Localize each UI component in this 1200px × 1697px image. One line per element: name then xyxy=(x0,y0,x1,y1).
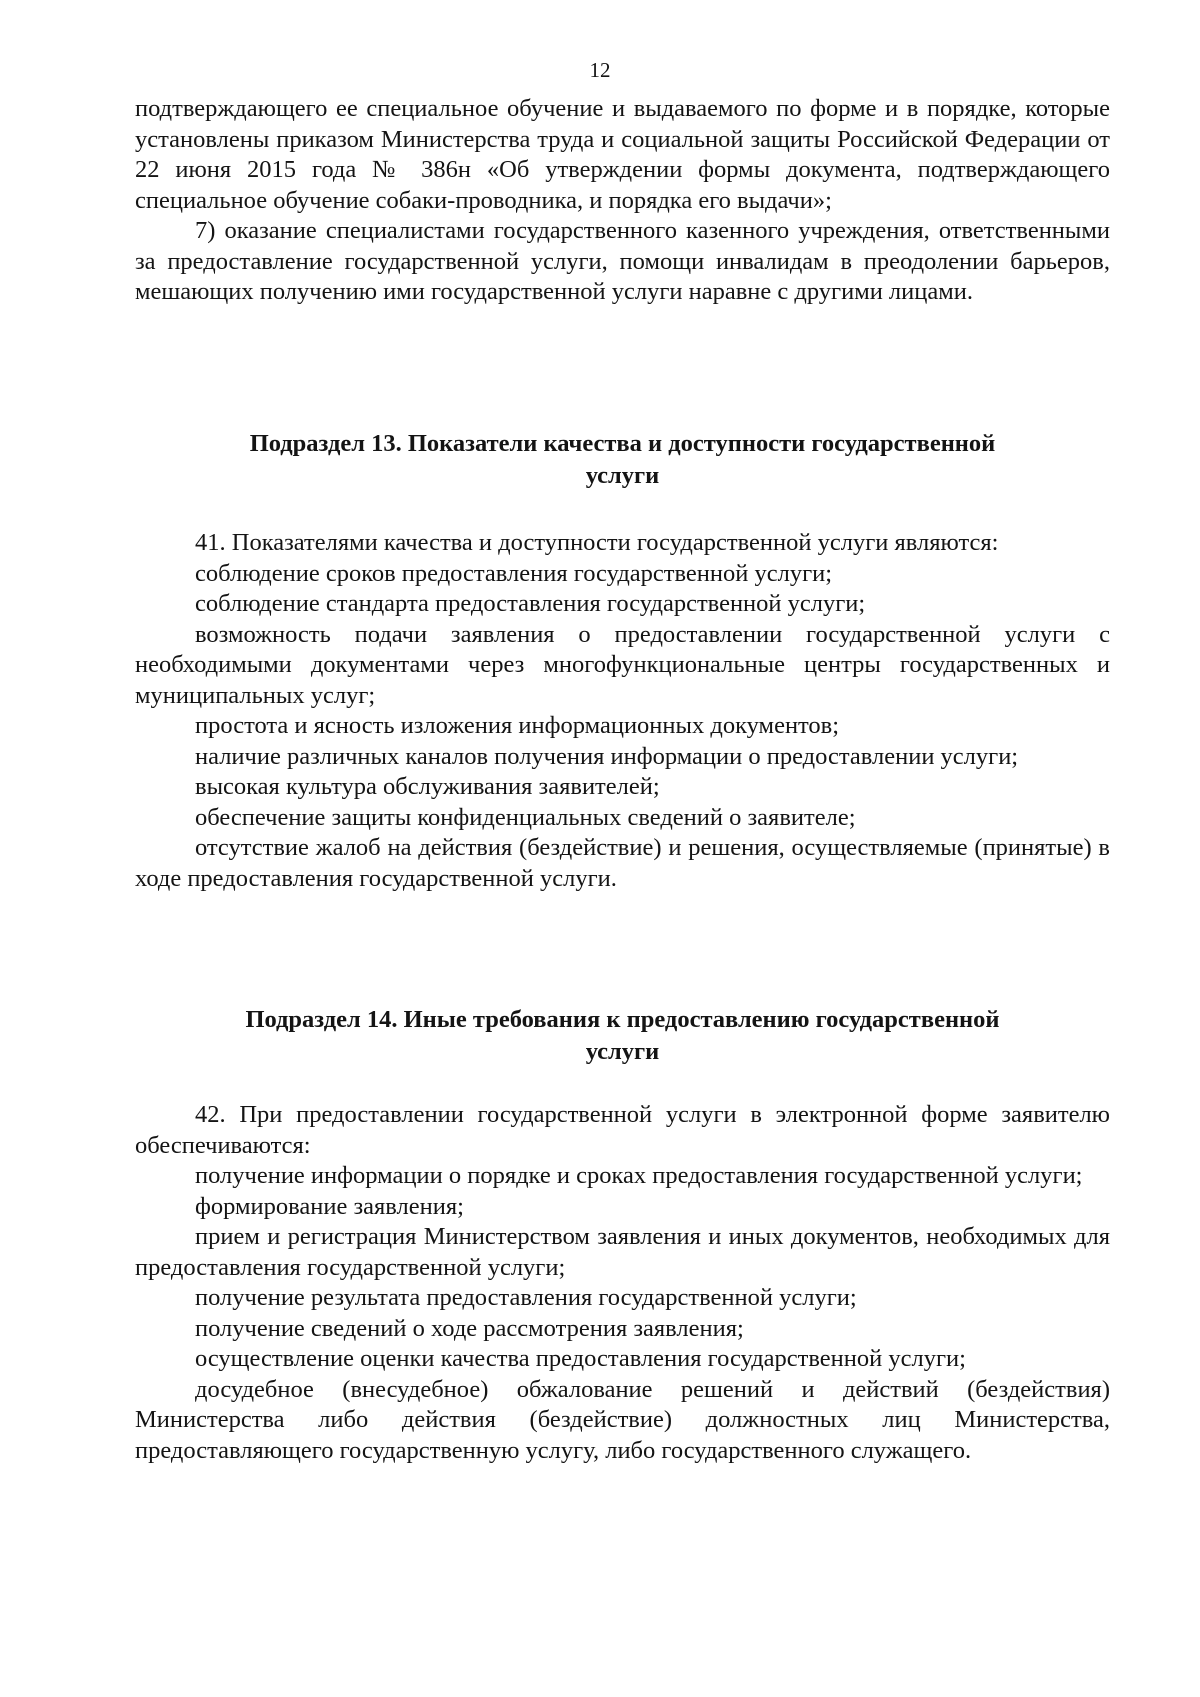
list-item: получение результата предоставления государственной услуги; xyxy=(195,1284,857,1311)
heading-line: Подраздел 13. Показатели качества и доступности государственной xyxy=(249,430,996,457)
paragraph: 7) оказание специалистами государственного казенного учреждения, ответственными за предоставление государственной услуги, помощи инвалидам в преодолении барьеров, мешающих получению ими государственной услуги наравне с другими лицами. xyxy=(135,217,1110,305)
list-item: соблюдение сроков предоставления государственной услуги; xyxy=(195,559,833,587)
heading-line: услуги xyxy=(585,1038,660,1065)
paragraph: подтверждающего ее специальное обучение и выдаваемого по форме и в порядке, которые установлены приказом Министерства труда и социальной защиты Российской Федерации от 22 июня 2015 года № 386н «Об утверждении формы документа, подтверждающего специальное обучение собаки-проводника, и порядка его выдачи»; xyxy=(135,95,1110,214)
section-13-heading xyxy=(135,428,1110,492)
list-item: высокая культура обслуживания заявителей; xyxy=(195,773,660,800)
page-number: 12 xyxy=(589,58,611,82)
paragraph: 41. Показателями качества и доступности государственной услуги являются: xyxy=(195,529,999,556)
section-14-heading xyxy=(135,1004,1110,1068)
list-item: простота и ясность изложения информационных документов; xyxy=(195,712,840,739)
list-item: получение информации о порядке и сроках предоставления государственной услуги; xyxy=(195,1162,1083,1189)
list-item: формирование заявления; xyxy=(195,1192,464,1220)
section-14-body xyxy=(135,1100,1110,1466)
list-item: отсутствие жалоб на действия (бездействие) и решения, осуществляемые (принятые) в ходе предоставления государственной услуги. xyxy=(135,834,1110,892)
heading-line: Подраздел 14. Иные требования к предоставлению государственной xyxy=(245,1006,1000,1033)
list-item: досудебное (внесудебное) обжалование решений и действий (бездействия) Министерства либо действия (бездействие) должностных лиц Министерства, предоставляющего государственную услугу, либо государственного служащего. xyxy=(135,1375,1110,1464)
list-item: возможность подачи заявления о предоставлении государственной услуги с необходимыми документами через многофункциональные центры государственных и муниципальных услуг; xyxy=(135,620,1110,709)
list-item: получение сведений о ходе рассмотрения заявления; xyxy=(195,1314,744,1342)
list-item: обеспечение защиты конфиденциальных сведений о заявителе; xyxy=(195,803,856,831)
paragraph: 42. При предоставлении государственной услуги в электронной форме заявителю обеспечиваются: xyxy=(135,1101,1110,1159)
list-item: прием и регистрация Министерством заявления и иных документов, необходимых для предоставления государственной услуги; xyxy=(135,1223,1110,1281)
intro-block xyxy=(135,94,1110,308)
list-item: осуществление оценки качества предоставления государственной услуги; xyxy=(195,1345,966,1372)
list-item: наличие различных каналов получения информации о предоставлении услуги; xyxy=(195,742,1019,770)
list-item: соблюдение стандарта предоставления государственной услуги; xyxy=(195,590,866,617)
heading-line: услуги xyxy=(585,462,660,489)
section-13-body xyxy=(135,528,1110,894)
